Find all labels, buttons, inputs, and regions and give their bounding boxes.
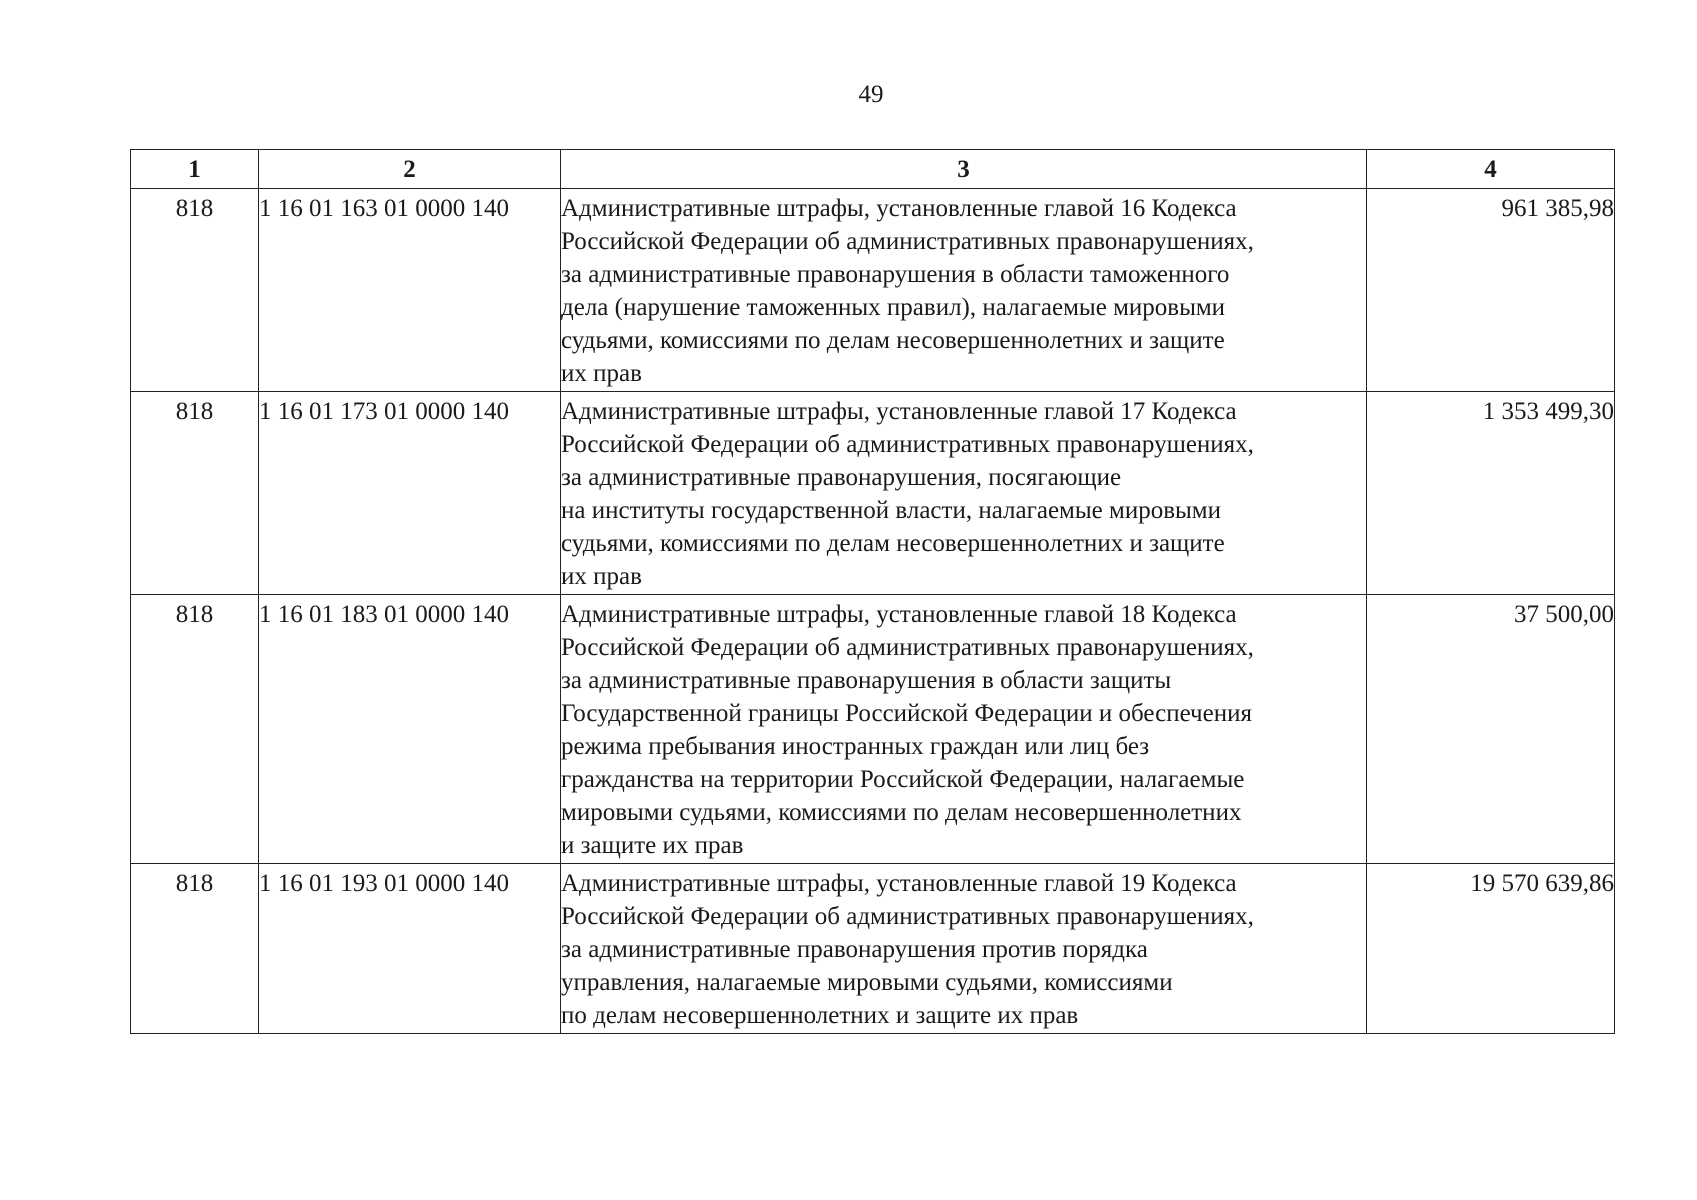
column-header-2: 2 — [259, 150, 561, 189]
column-header-3: 3 — [561, 150, 1367, 189]
description-line: дела (нарушение таможенных правил), налагаемые мировыми — [561, 294, 1226, 321]
description-line: за административные правонарушения в области защиты — [561, 667, 1172, 694]
amount-cell: 19 570 639,86 — [1367, 864, 1615, 1034]
description-line: за административные правонарушения против порядка — [561, 936, 1148, 963]
table-body — [131, 189, 1615, 1034]
amount-cell: 37 500,00 — [1367, 595, 1615, 864]
description-line: Российской Федерации об административных правонарушениях, — [561, 634, 1254, 661]
table-row — [131, 189, 1615, 392]
description-line: судьями, комиссиями по делам несовершеннолетних и защите — [561, 327, 1225, 354]
classification-code-cell: 1 16 01 193 01 0000 140 — [259, 864, 561, 1034]
description-line: за административные правонарушения в области таможенного — [561, 261, 1230, 288]
amount-cell: 1 353 499,30 — [1367, 392, 1615, 595]
description-line: на институты государственной власти, налагаемые мировыми — [561, 497, 1221, 524]
description-line: гражданства на территории Российской Федерации, налагаемые — [561, 766, 1245, 793]
header-row — [131, 150, 1615, 189]
description-line: Российской Федерации об административных правонарушениях, — [561, 228, 1254, 255]
description-line: режима пребывания иностранных граждан или лиц без — [561, 733, 1150, 760]
column-header-1: 1 — [131, 150, 259, 189]
table-header — [131, 150, 1615, 189]
admin-code-cell: 818 — [131, 864, 259, 1034]
classification-code-cell: 1 16 01 173 01 0000 140 — [259, 392, 561, 595]
table-row — [131, 595, 1615, 864]
description-line: мировыми судьями, комиссиями по делам несовершеннолетних — [561, 799, 1242, 826]
description-cell — [561, 392, 1367, 595]
description-line: судьями, комиссиями по делам несовершеннолетних и защите — [561, 530, 1225, 557]
page-number: 49 — [858, 81, 884, 108]
description-line: Административные штрафы, установленные главой 19 Кодекса — [561, 870, 1237, 897]
description-line: и защите их прав — [561, 832, 744, 859]
amount-cell: 961 385,98 — [1367, 189, 1615, 392]
description-line: их прав — [561, 563, 642, 590]
table-row — [131, 392, 1615, 595]
description-line: Российской Федерации об административных правонарушениях, — [561, 431, 1254, 458]
description-line: за административные правонарушения, посягающие — [561, 464, 1122, 491]
description-line: их прав — [561, 360, 642, 387]
admin-code-cell: 818 — [131, 392, 259, 595]
description-line: управления, налагаемые мировыми судьями, комиссиями — [561, 969, 1173, 996]
description-line: Российской Федерации об административных правонарушениях, — [561, 903, 1254, 930]
description-cell — [561, 864, 1367, 1034]
description-cell — [561, 189, 1367, 392]
admin-code-cell: 818 — [131, 595, 259, 864]
description-cell — [561, 595, 1367, 864]
classification-code-cell: 1 16 01 183 01 0000 140 — [259, 595, 561, 864]
column-header-4: 4 — [1367, 150, 1615, 189]
description-line: Административные штрафы, установленные главой 17 Кодекса — [561, 398, 1237, 425]
description-line: Государственной границы Российской Федерации и обеспечения — [561, 700, 1252, 727]
description-line: Административные штрафы, установленные главой 16 Кодекса — [561, 195, 1237, 222]
admin-code-cell: 818 — [131, 189, 259, 392]
table-row — [131, 864, 1615, 1034]
description-line: по делам несовершеннолетних и защите их прав — [561, 1002, 1079, 1029]
description-line: Административные штрафы, установленные главой 18 Кодекса — [561, 601, 1237, 628]
document-table — [130, 149, 1615, 1034]
classification-code-cell: 1 16 01 163 01 0000 140 — [259, 189, 561, 392]
